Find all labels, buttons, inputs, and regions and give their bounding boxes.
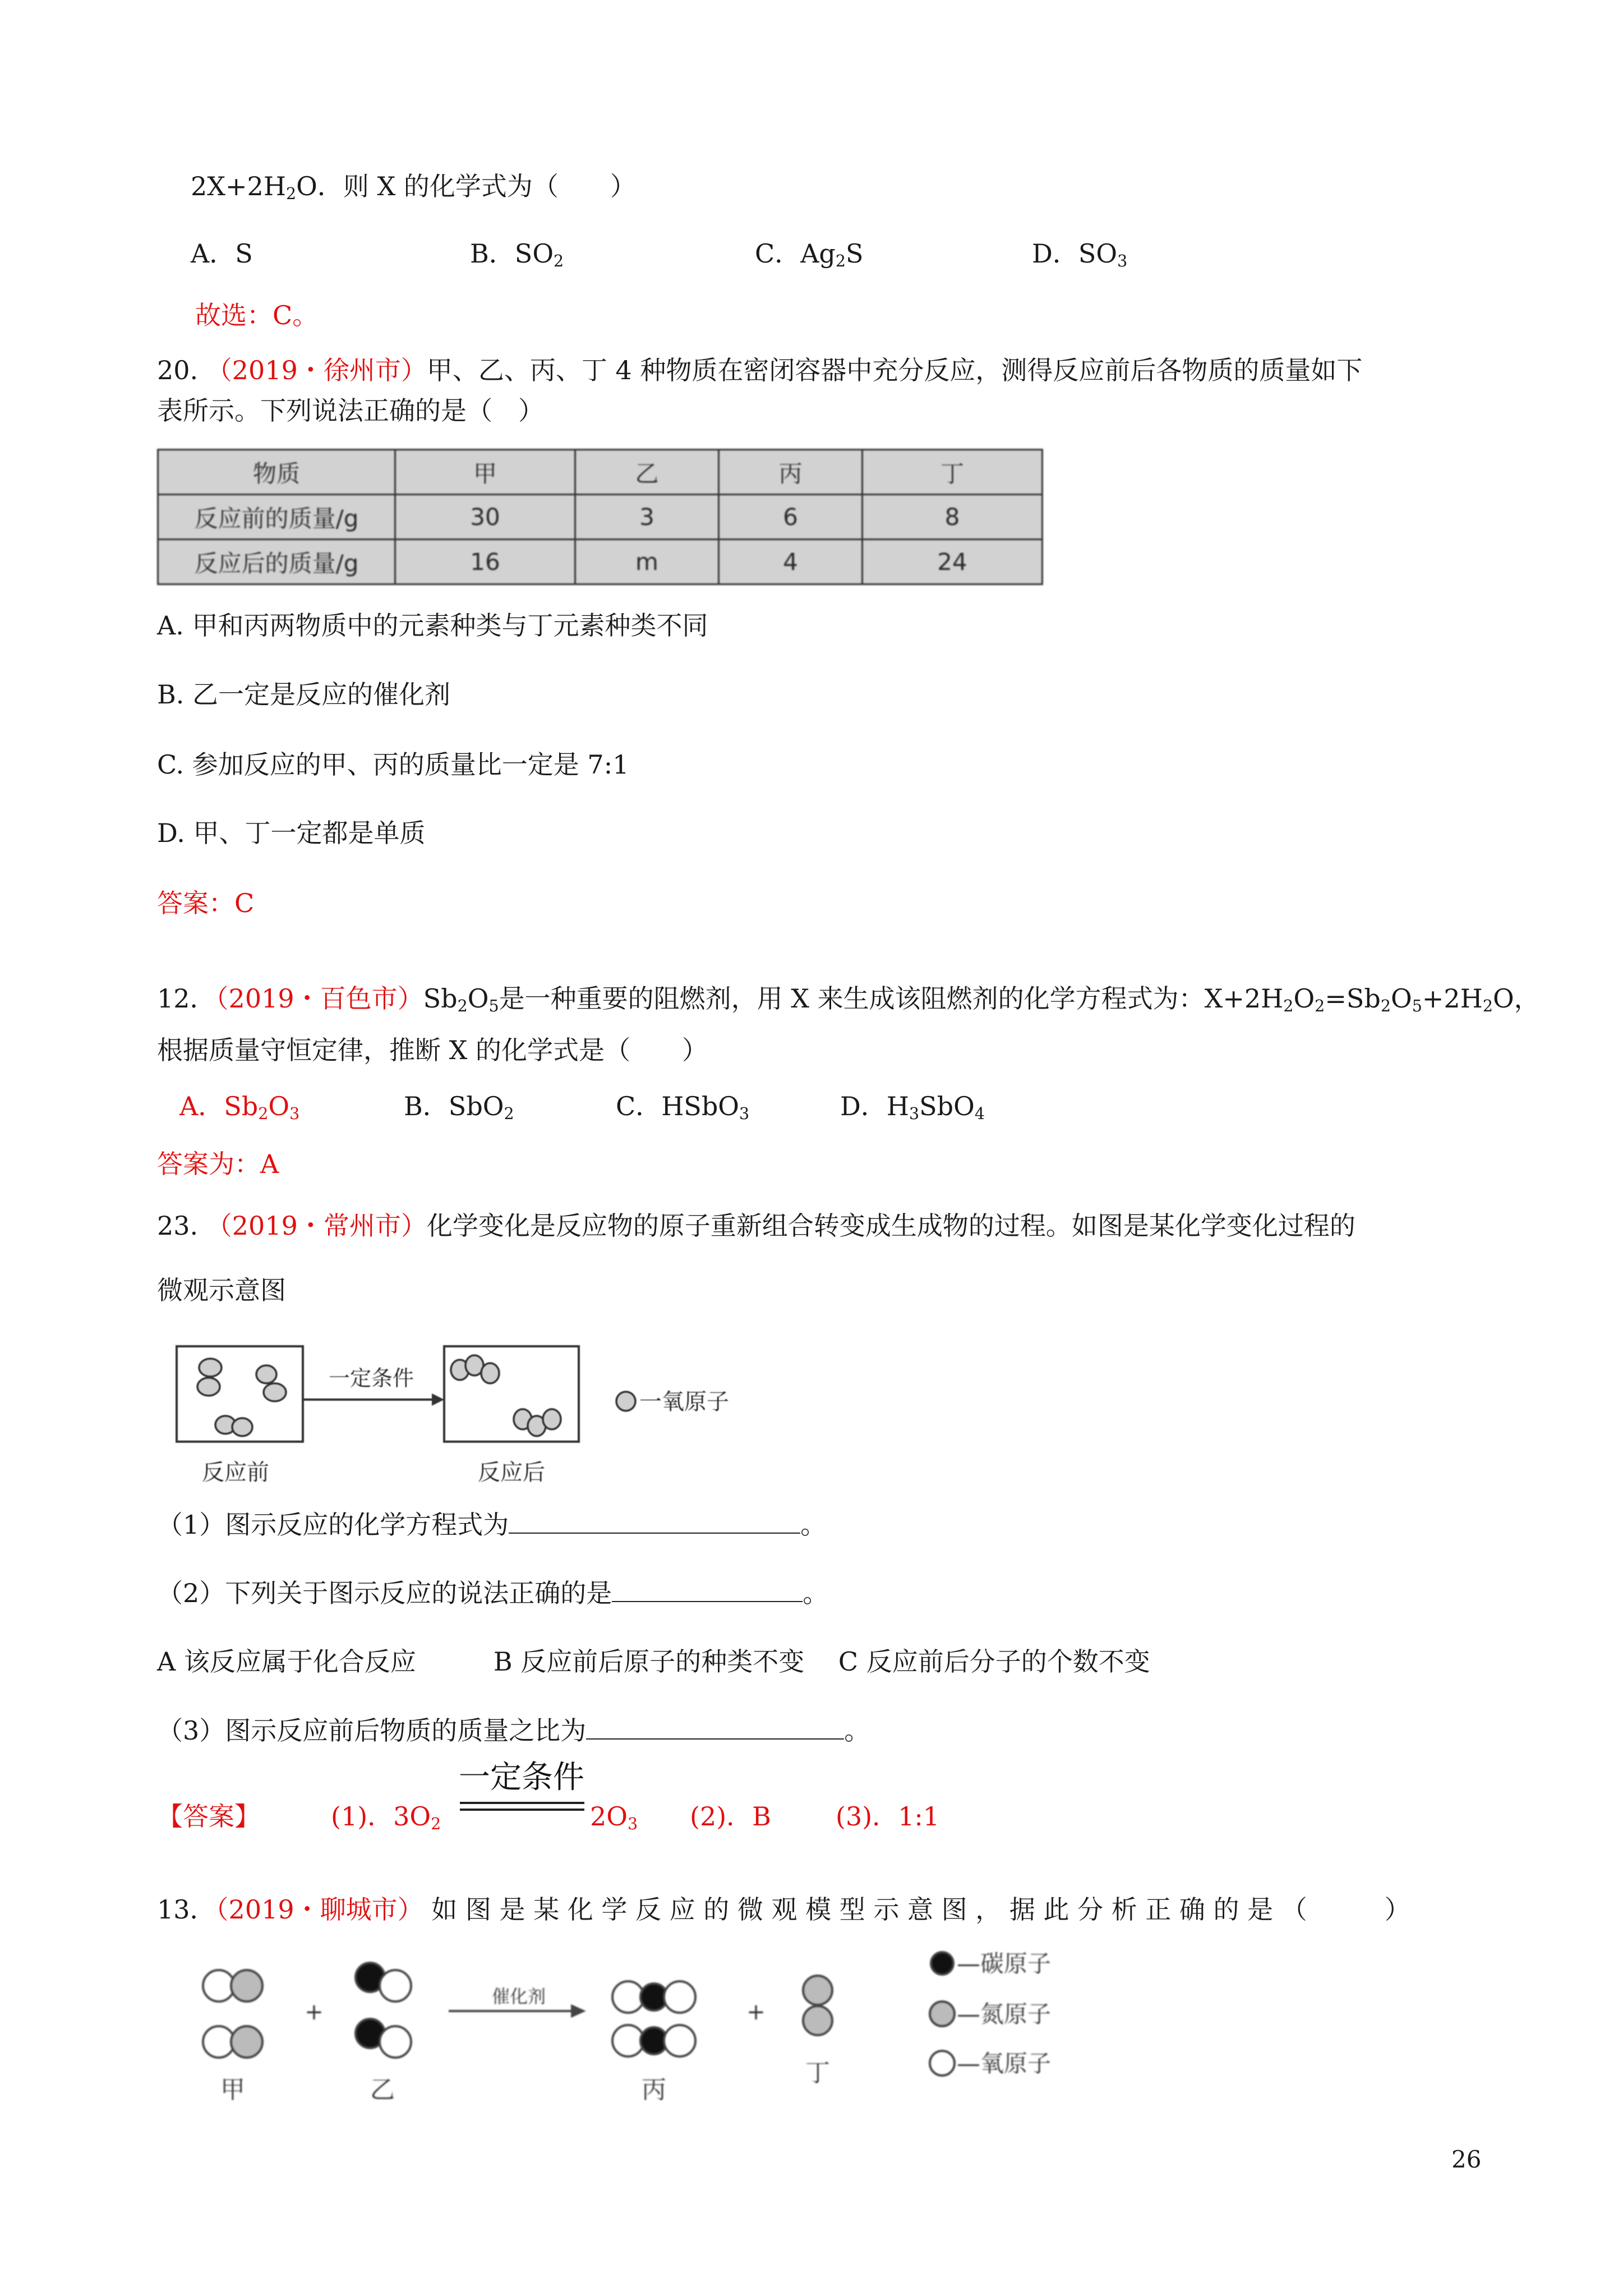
table-cell: 24	[862, 540, 1042, 585]
label-ding: 丁	[805, 2059, 830, 2087]
q12-option-b: B．SbO$_2$	[404, 1091, 514, 1124]
answer-blank-2[interactable]	[612, 1579, 803, 1602]
table-cell: 30	[395, 495, 575, 540]
table-cell: m	[575, 540, 719, 585]
q12-option-d: D．$H_3SbO_4$	[840, 1091, 985, 1124]
table-cell: 甲	[395, 450, 575, 495]
answer-blank-1[interactable]	[509, 1510, 800, 1534]
q23-answer-3: (3)．1:1	[836, 1801, 940, 1832]
table-cell: 反应前的质量/g	[158, 495, 395, 540]
table-row	[158, 450, 1043, 495]
condition-label: 一定条件	[328, 1366, 414, 1391]
q20-stem-line2: 表所示。下列说法正确的是（ ）	[157, 395, 544, 426]
table-cell: 8	[862, 495, 1042, 540]
q23-answer-1b: $2O_3$	[590, 1801, 638, 1834]
table-cell: 反应后的质量/g	[158, 540, 395, 585]
q23-choices: A 该反应属于化合反应 B 反应前后原子的种类不变 C 反应前后分子的个数不变	[157, 1646, 1150, 1677]
q20-option-c: C. 参加反应的甲、丙的质量比一定是 7:1	[157, 749, 629, 780]
q23-answer-condition: 一定条件	[459, 1759, 584, 1796]
table-cell: 4	[718, 540, 862, 585]
ozone-molecules-after	[451, 1355, 561, 1436]
q23-sub3: （3）图示反应前后物质的质量之比为 。	[157, 1715, 870, 1746]
q12-stem-line2: 根据质量守恒定律，推断 X 的化学式是（ ）	[157, 1035, 708, 1065]
table-cell: 丙	[718, 450, 862, 495]
q20-option-a: A. 甲和丙两物质中的元素种类与丁元素种类不同	[157, 610, 708, 641]
q-prev-answer: 故选：C。	[195, 300, 319, 330]
answer-blank-3[interactable]	[586, 1716, 844, 1740]
q23-micro-diagram	[168, 1341, 785, 1492]
label-jia: 甲	[220, 2076, 245, 2104]
q20-answer: 答案：C	[157, 888, 255, 918]
q20-data-table	[157, 449, 1043, 585]
q23-answer-2: (2)．B	[690, 1801, 771, 1832]
q23-stem-line2: 微观示意图	[157, 1275, 286, 1305]
q12-option-a: A．$Sb_2O_3$	[179, 1091, 300, 1124]
table-cell: 乙	[575, 450, 719, 495]
q20-stem-line1: 20. （2019・徐州市）甲、乙、丙、丁 4 种物质在密闭容器中充分反应，测得反应前后各物质的质量如下	[157, 355, 1363, 385]
q12-option-c: C．HSbO$_3$	[616, 1091, 750, 1124]
q12-answer: 答案为：A	[157, 1149, 279, 1179]
q20-option-b: B. 乙一定是反应的催化剂	[157, 679, 451, 710]
table-row	[158, 495, 1043, 540]
q23-sub2: （2）下列关于图示反应的说法正确的是 。	[157, 1578, 829, 1608]
plus-sign-1: +	[305, 1999, 324, 2025]
legend-nitrogen: —氮原子	[957, 2000, 1052, 2028]
oxygen-atom-legend-icon	[616, 1392, 635, 1411]
q13-micro-diagram	[191, 1941, 1144, 2120]
equation-line-top	[460, 1802, 584, 1804]
q-prev-option-d: D．$SO_3$	[1032, 238, 1128, 271]
q20-option-d: D. 甲、丁一定都是单质	[157, 818, 426, 848]
table-cell: 16	[395, 540, 575, 585]
q-prev-stem: $2X+2H_2O$．则 X 的化学式为（ ）	[191, 171, 636, 204]
q23-sub1: （1）图示反应的化学方程式为 。	[157, 1510, 827, 1540]
q23-answer-1: (1)．$3O_2$	[331, 1801, 441, 1834]
table-cell: 丁	[862, 450, 1042, 495]
q23-answer-label: 【答案】	[157, 1801, 260, 1832]
page-number: 26	[1451, 2146, 1482, 2173]
reaction-arrowhead	[432, 1393, 444, 1406]
legend-oxygen: —氧原子	[957, 2050, 1052, 2077]
q-prev-option-c: C．$Ag_2S$	[755, 238, 864, 271]
label-bing: 丙	[642, 2076, 666, 2104]
table-cell: 6	[718, 495, 862, 540]
q12-stem-line1: 12．（2019・百色市）$Sb_2O_5$是一种重要的阻燃剂，用 X 来生成该阻燃剂的化学方程式为：$X+2H_2O_2=Sb_2O_5+2H_2O$，	[157, 983, 1540, 1016]
q13-stem: 13．（2019・聊城市） 如 图 是 某 化 学 反 应 的 微 观 模 型 示 意 图 ， 据 此 分 析 正 确 的 是 （ ）	[157, 1894, 1410, 1925]
q-prev-option-b: B．$SO_2$	[470, 238, 564, 271]
label-yi: 乙	[370, 2076, 395, 2104]
catalyst-label: 催化剂	[491, 1986, 546, 2007]
after-label: 反应后	[478, 1460, 545, 1485]
q-prev-option-a: A．S	[191, 238, 253, 269]
equation-line-bottom	[460, 1809, 584, 1811]
legend-label: 一氧原子	[639, 1389, 729, 1415]
table-cell: 3	[575, 495, 719, 540]
legend-carbon: —碳原子	[957, 1950, 1052, 1977]
q23-stem-line1: 23. （2019・常州市）化学变化是反应物的原子重新组合转变成生成物的过程。如图是某化学变化过程的	[157, 1211, 1355, 1241]
table-row	[158, 540, 1043, 585]
before-label: 反应前	[202, 1460, 269, 1485]
oxygen-molecules-before	[197, 1359, 286, 1436]
plus-sign-2: +	[746, 1999, 766, 2025]
table-cell: 物质	[158, 450, 395, 495]
